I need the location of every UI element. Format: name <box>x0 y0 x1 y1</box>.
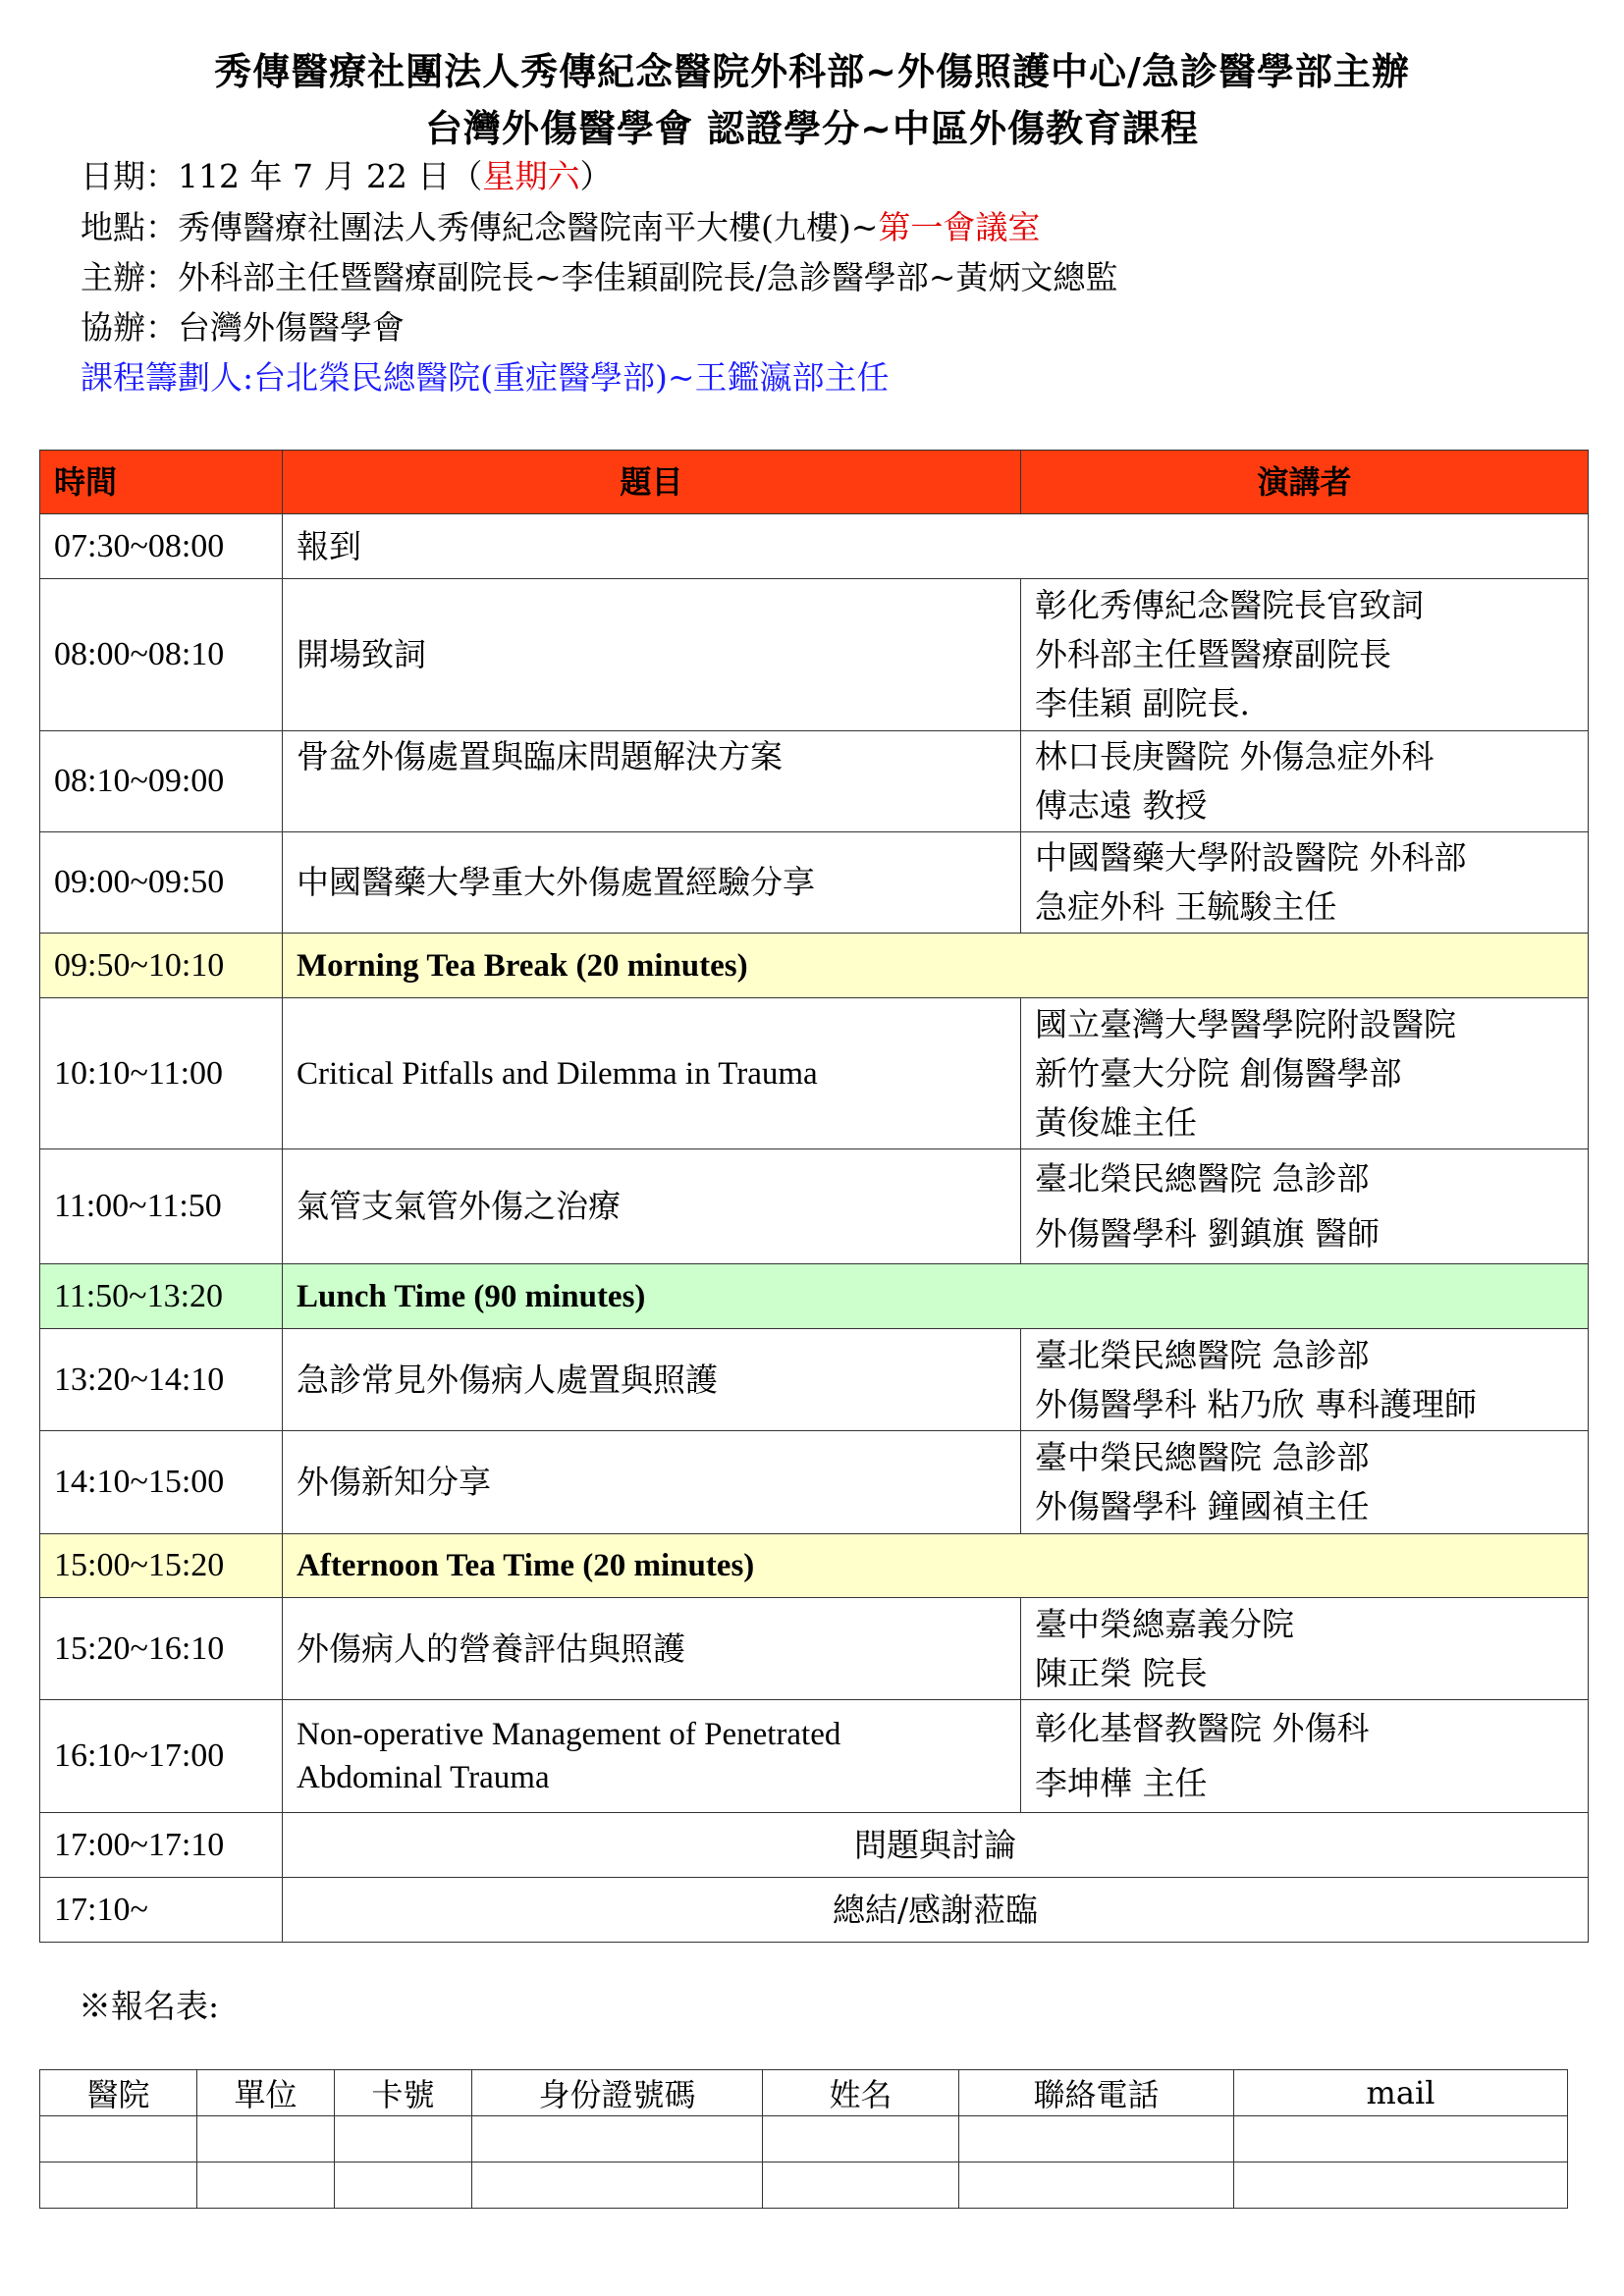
row-time: 09:50~10:10 <box>40 934 283 998</box>
row-speaker <box>1021 1149 1589 1264</box>
break-row <box>40 934 1589 998</box>
row-topic: 急診常見外傷病人處置與照護 <box>283 1329 1021 1431</box>
topic-line: Non-operative Management of Penetrated <box>297 1717 841 1752</box>
registration-row <box>40 2116 1568 2163</box>
speaker-line: 臺北榮民總醫院 急診部 <box>1035 1335 1370 1374</box>
reg-cell[interactable] <box>763 2116 959 2163</box>
reg-cell[interactable] <box>959 2163 1234 2209</box>
table-row <box>40 1700 1589 1813</box>
reg-cell[interactable] <box>472 2163 763 2209</box>
row-time: 14:10~15:00 <box>40 1431 283 1534</box>
table-row <box>40 731 1589 832</box>
row-time: 15:00~15:20 <box>40 1534 283 1598</box>
speaker-line: 外傷醫學科 劉鎮旗 醫師 <box>1035 1214 1380 1253</box>
reg-cell[interactable] <box>1234 2116 1568 2163</box>
speaker-line: 彰化基督教醫院 外傷科 <box>1035 1709 1370 1747</box>
speaker-line: 急症外科 王毓駿主任 <box>1035 887 1337 926</box>
reg-cell[interactable] <box>197 2163 335 2209</box>
row-topic: Critical Pitfalls and Dilemma in Trauma <box>283 998 1021 1149</box>
row-time: 09:00~09:50 <box>40 832 283 934</box>
registration-row <box>40 2163 1568 2209</box>
organizer-line: 主辦：外科部主任暨醫療副院長~李佳穎副院長/急診醫學部~黃炳文總監 <box>81 258 1118 296</box>
row-time: 08:00~08:10 <box>40 579 283 731</box>
row-time: 17:00~17:10 <box>40 1813 283 1878</box>
speaker-line: 李坤樺 主任 <box>1035 1764 1208 1802</box>
header-speaker: 演講者 <box>1021 451 1589 514</box>
table-row <box>40 579 1589 731</box>
registration-header-row <box>40 2070 1568 2116</box>
row-time: 11:50~13:20 <box>40 1264 283 1329</box>
row-topic: 中國醫藥大學重大外傷處置經驗分享 <box>283 832 1021 934</box>
speaker-line: 外傷醫學科 鐘國禎主任 <box>1035 1487 1370 1525</box>
row-time: 13:20~14:10 <box>40 1329 283 1431</box>
break-title: Afternoon Tea Time (20 minutes) <box>283 1534 1589 1598</box>
title-line-1: 秀傳醫療社團法人秀傳紀念醫院外科部~外傷照護中心/急診醫學部主辦 <box>214 50 1410 93</box>
table-row <box>40 514 1589 579</box>
table-row <box>40 1878 1589 1943</box>
date-line <box>81 157 612 196</box>
row-topic: 問題與討論 <box>283 1813 1589 1878</box>
date-suffix: ） <box>579 157 613 195</box>
schedule-header-row <box>40 451 1589 514</box>
row-speaker <box>1021 1431 1589 1534</box>
date-weekday: 星期六 <box>482 157 580 195</box>
row-topic: 氣管支氣管外傷之治療 <box>283 1149 1021 1264</box>
break-title: Lunch Time (90 minutes) <box>283 1264 1589 1329</box>
speaker-line: 林口長庚醫院 外傷急症外科 <box>1035 737 1435 775</box>
row-topic: 外傷新知分享 <box>283 1431 1021 1534</box>
speaker-line: 中國醫藥大學附設醫院 外科部 <box>1035 838 1467 877</box>
row-time: 10:10~11:00 <box>40 998 283 1149</box>
table-row <box>40 1149 1589 1264</box>
table-row <box>40 1598 1589 1700</box>
row-topic: 總結/感謝蒞臨 <box>283 1878 1589 1943</box>
row-time: 11:00~11:50 <box>40 1149 283 1264</box>
row-time: 07:30~08:00 <box>40 514 283 579</box>
schedule-table <box>39 450 1589 1943</box>
speaker-line: 臺中榮民總醫院 急診部 <box>1035 1438 1370 1476</box>
reg-cell[interactable] <box>335 2163 472 2209</box>
speaker-line: 國立臺灣大學醫學院附設醫院 <box>1035 1004 1456 1043</box>
row-topic <box>283 1700 1021 1813</box>
reg-cell[interactable] <box>472 2116 763 2163</box>
reg-cell[interactable] <box>40 2116 197 2163</box>
table-row <box>40 998 1589 1149</box>
row-speaker <box>1021 1598 1589 1700</box>
reg-cell[interactable] <box>40 2163 197 2209</box>
row-topic: 報到 <box>283 514 1589 579</box>
row-speaker <box>1021 731 1589 832</box>
planner-line: 課程籌劃人:台北榮民總醫院(重症醫學部)~王鑑瀛部主任 <box>81 358 890 397</box>
reg-cell[interactable] <box>197 2116 335 2163</box>
reg-col-phone: 聯絡電話 <box>959 2070 1234 2116</box>
speaker-line: 陳正榮 院長 <box>1035 1653 1208 1692</box>
speaker-line: 李佳穎 副院長. <box>1035 684 1250 722</box>
speaker-line: 黃俊雄主任 <box>1035 1102 1197 1142</box>
title-line-2: 台灣外傷醫學會 認證學分~中區外傷教育課程 <box>424 107 1200 150</box>
topic-line: Abdominal Trauma <box>297 1760 550 1795</box>
row-speaker <box>1021 832 1589 934</box>
row-topic: 開場致詞 <box>283 579 1021 731</box>
break-title: Morning Tea Break (20 minutes) <box>283 934 1589 998</box>
table-row <box>40 1813 1589 1878</box>
row-time: 16:10~17:00 <box>40 1700 283 1813</box>
speaker-line: 外傷醫學科 粘乃欣 專科護理師 <box>1035 1384 1477 1423</box>
reg-col-id: 身份證號碼 <box>472 2070 763 2116</box>
break-row <box>40 1534 1589 1598</box>
co-organizer-line: 協辦：台灣外傷醫學會 <box>81 308 405 347</box>
row-topic: 外傷病人的營養評估與照護 <box>283 1598 1021 1700</box>
reg-col-card: 卡號 <box>335 2070 472 2116</box>
row-speaker <box>1021 998 1589 1149</box>
reg-cell[interactable] <box>763 2163 959 2209</box>
location-room: 第一會議室 <box>878 208 1041 246</box>
location-prefix: 地點：秀傳醫療社團法人秀傳紀念醫院南平大樓(九樓)~ <box>81 208 879 246</box>
header-topic: 題目 <box>283 451 1021 514</box>
row-speaker <box>1021 1329 1589 1431</box>
speaker-line: 臺中榮總嘉義分院 <box>1035 1604 1294 1643</box>
speaker-line: 臺北榮民總醫院 急診部 <box>1035 1159 1370 1198</box>
header-time: 時間 <box>40 451 283 514</box>
table-row <box>40 1329 1589 1431</box>
break-row <box>40 1264 1589 1329</box>
speaker-line: 外科部主任暨醫療副院長 <box>1035 635 1391 673</box>
reg-col-hospital: 醫院 <box>40 2070 197 2116</box>
row-time: 08:10~09:00 <box>40 731 283 832</box>
reg-cell[interactable] <box>959 2116 1234 2163</box>
row-time: 15:20~16:10 <box>40 1598 283 1700</box>
reg-col-name: 姓名 <box>763 2070 959 2116</box>
table-row <box>40 1431 1589 1534</box>
row-time: 17:10~ <box>40 1878 283 1943</box>
registration-label: ※報名表: <box>79 1987 220 2025</box>
location-line <box>81 208 1040 247</box>
reg-cell[interactable] <box>335 2116 472 2163</box>
speaker-line: 彰化秀傳紀念醫院長官致詞 <box>1035 586 1424 624</box>
reg-col-unit: 單位 <box>197 2070 335 2116</box>
speaker-line: 新竹臺大分院 創傷醫學部 <box>1035 1053 1402 1093</box>
reg-col-mail: mail <box>1234 2070 1568 2116</box>
date-prefix: 日期：112 年 7 月 22 日（ <box>81 157 483 195</box>
row-speaker <box>1021 579 1589 731</box>
row-topic: 骨盆外傷處置與臨床問題解決方案 <box>283 731 1021 832</box>
registration-table <box>39 2069 1568 2209</box>
reg-cell[interactable] <box>1234 2163 1568 2209</box>
speaker-line: 傅志遠 教授 <box>1035 786 1208 825</box>
row-speaker <box>1021 1700 1589 1813</box>
table-row <box>40 832 1589 934</box>
